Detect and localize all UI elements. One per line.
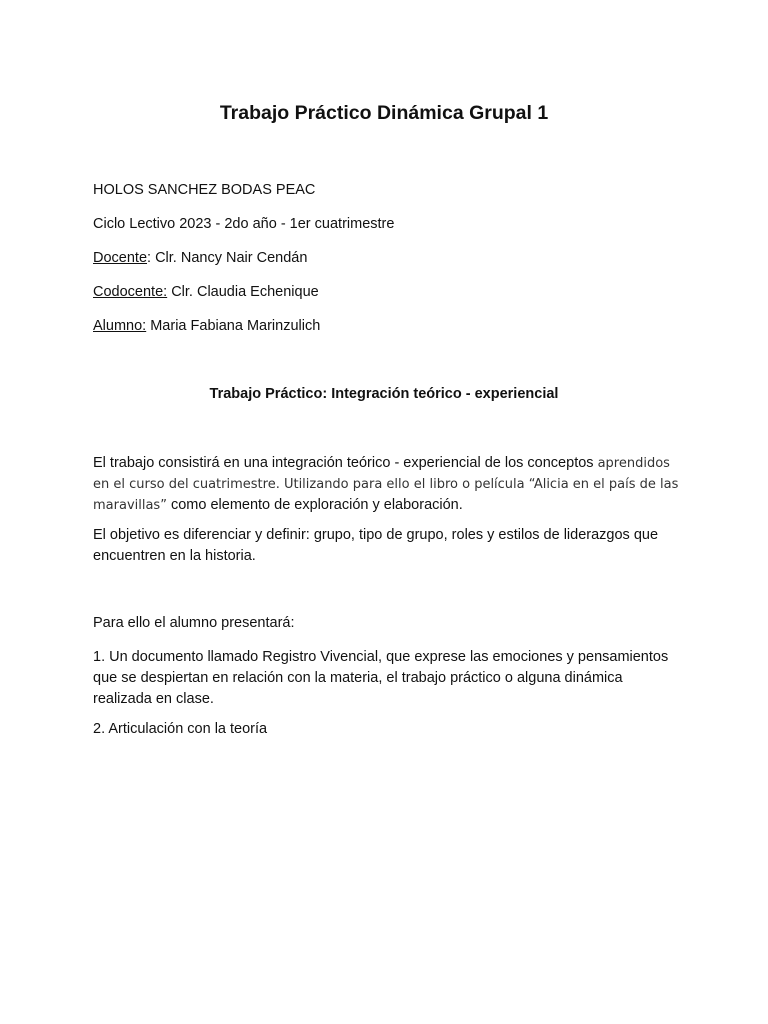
cycle-line: Ciclo Lectivo 2023 - 2do año - 1er cuatrimestre: [93, 216, 395, 232]
paragraph-intro: [93, 453, 683, 516]
institution-line: HOLOS SANCHEZ BODAS PEAC: [93, 182, 316, 198]
codocente-line: [93, 284, 319, 300]
paragraph-objective: El objetivo es diferenciar y definir: grupo, tipo de grupo, roles y estilos de liderazgos que encuentren en la historia.: [93, 527, 659, 564]
alumno-line: [93, 318, 320, 334]
paragraph-intro-part1: El trabajo consistirá en una integración teórico - experiencial de los conceptos: [93, 455, 594, 471]
docente-value: : Clr. Nancy Nair Cendán: [147, 250, 308, 266]
document-title: Trabajo Práctico Dinámica Grupal 1: [219, 102, 549, 124]
paragraph-presentation: Para ello el alumno presentará:: [93, 615, 295, 631]
list-item-1: 1. Un documento llamado Registro Vivencial, que exprese las emociones y pensamientos que se despiertan en relación con la materia, el trabajo práctico o alguna dinámica realizada en clase.: [93, 649, 669, 707]
docente-line: [93, 250, 307, 266]
alumno-label: Alumno:: [93, 318, 147, 334]
list-item-2: 2. Articulación con la teoría: [93, 721, 268, 737]
docente-label: Docente: [93, 250, 148, 266]
paragraph-intro-part2: aprendidos en el curso del cuatrimestre. Utilizando para ello el libro o película “Alicia en el país de las maravillas”: [93, 456, 679, 513]
paragraph-intro-part3: como elemento de exploración y elaboración.: [166, 497, 463, 513]
section-title: Trabajo Práctico: Integración teórico - experiencial: [209, 386, 559, 402]
codocente-label: Codocente:: [93, 284, 168, 300]
alumno-value: Maria Fabiana Marinzulich: [146, 318, 321, 334]
codocente-value: Clr. Claudia Echenique: [167, 284, 319, 300]
